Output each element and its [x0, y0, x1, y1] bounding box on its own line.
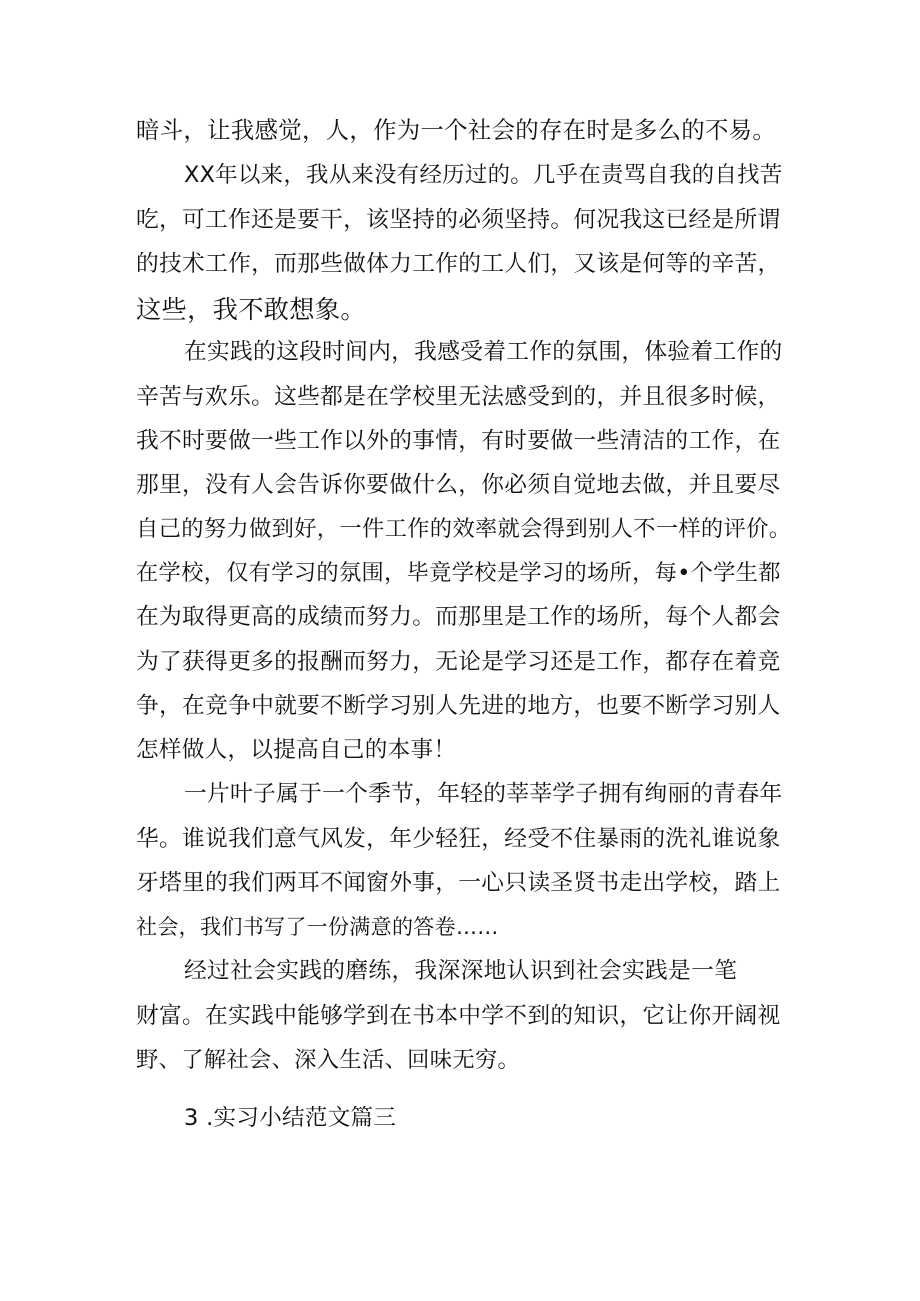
text-line: 社会，我们书写了一份满意的答卷…… — [136, 914, 499, 939]
text-line: 争，在竞争中就要不断学习别人先进的地方，也要不断学习别人 — [136, 693, 781, 719]
text-line: 财富。在实践中能够学到在书本中学不到的知识，它让你开阔视 — [136, 1003, 781, 1029]
text-line: 华。谁说我们意气风发，年少轻狂，经受不住暴雨的洗礼谁说象 — [136, 826, 781, 852]
text-line: 暗斗，让我感觉，人，作为一个社会的存在时是多么的不易。 — [136, 116, 777, 144]
paragraph-first-line: 一片叶子属于一个季节，年轻的莘莘学子拥有绚丽的青春年 — [184, 781, 783, 807]
paragraph-first-line: XX年以来，我从来没有经历过的。几乎在责骂自我的自找苦 — [184, 162, 783, 188]
paragraph-first-line: 在实践的这段时间内，我感受着工作的氛围，体验着工作的 — [184, 339, 783, 365]
paragraph-first-line: 经过社会实践的磨练，我深深地认识到社会实践是一笔 — [184, 958, 738, 984]
text-line: 野、了解社会、深入生活、回味无穷。 — [136, 1047, 521, 1073]
text-line: 在为取得更高的成绩而努力。而那里是工作的场所，每个人都会 — [136, 604, 781, 630]
text-line: 自己的努力做到好，一件工作的效率就会得到别人不一样的评价。 — [136, 516, 792, 542]
text-line: 怎样做人，以提高自己的本事！ — [136, 737, 457, 763]
text-line: 牙塔里的我们两耳不闻窗外事，一心只读圣贤书走出学校，踏上 — [136, 870, 781, 896]
text-line: 的技术工作，而那些做体力工作的工人们，又该是何等的辛苦， — [136, 251, 781, 277]
text-line: 为了获得更多的报酬而努力，无论是学习还是工作，都存在着竞 — [136, 649, 781, 675]
text-line: 辛苦与欢乐。这些都是在学校里无法感受到的，并且很多时候， — [136, 384, 781, 410]
text-line: 吃，可工作还是要干，该坚持的必须坚持。何况我这已经是所谓 — [136, 207, 781, 233]
text-line: 在学校，仅有学习的氛围，毕竟学校是学习的场所，每•个学生都 — [136, 560, 781, 586]
text-line: 这些，我不敢想象。 — [136, 295, 366, 324]
text-line: 我不时要做一些工作以外的事情，有时要做一些清洁的工作，在 — [136, 428, 781, 454]
text-line: 那里，没有人会告诉你要做什么，你必须自觉地去做，并且要尽 — [136, 472, 781, 498]
section-heading: 3 .实习小结范文篇三 — [184, 1105, 397, 1131]
